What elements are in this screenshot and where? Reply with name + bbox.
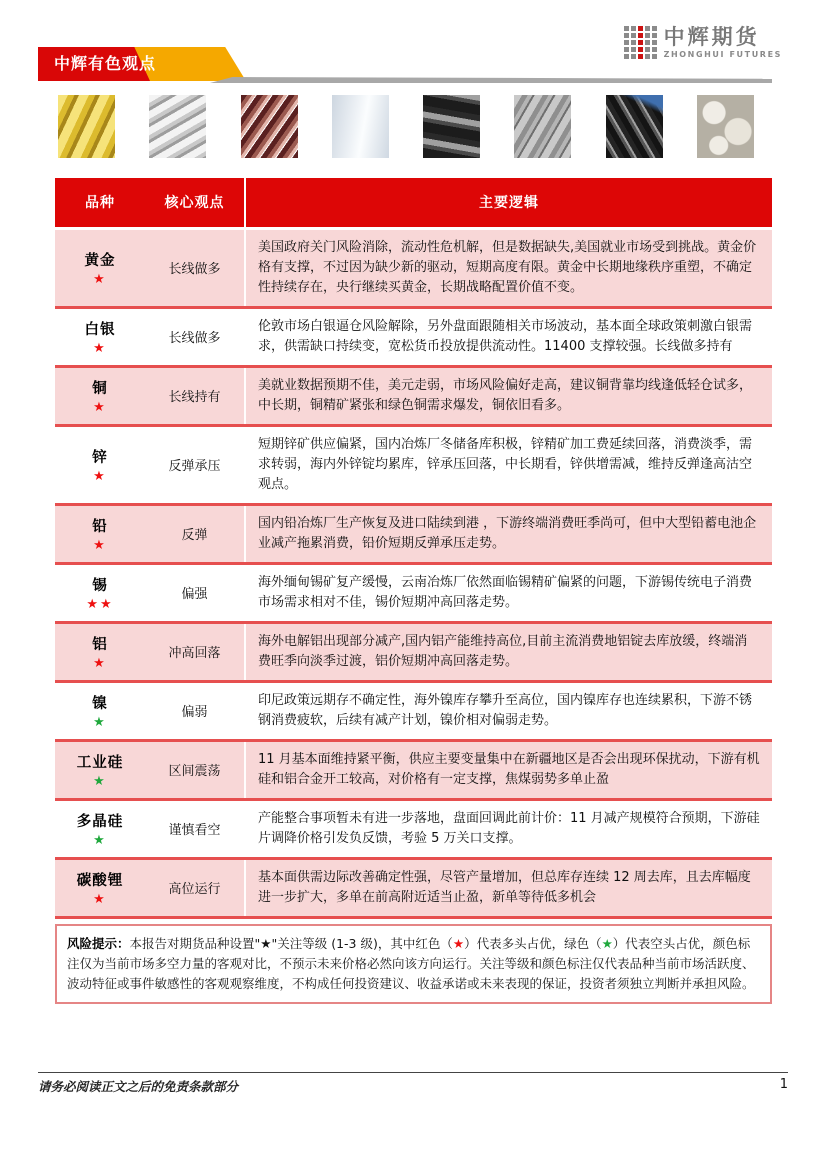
- table-row-silver: [55, 307, 772, 366]
- table-row-industrial-silicon: [55, 740, 772, 799]
- table-row-copper: [55, 366, 772, 425]
- core-view: 长线持有: [145, 366, 245, 425]
- commodity-views-table: [55, 178, 772, 919]
- main-logic: 海外电解铝出现部分减产,国内铝产能维持高位,目前主流消费地铝锭去库放缓，终端消费旺季向淡季过渡，铝价短期冲高回落走势。: [245, 622, 772, 681]
- table-row-polysilicon: [55, 799, 772, 858]
- table-row-gold: [55, 228, 772, 307]
- variety-name: 多晶硅: [76, 813, 124, 830]
- star-rating: ★: [93, 655, 107, 671]
- table-row-lead: [55, 504, 772, 563]
- table-row-aluminum: [55, 622, 772, 681]
- star-rating: ★: [93, 773, 107, 789]
- variety-name: 锌: [92, 449, 108, 466]
- star-rating: ★★: [86, 596, 114, 612]
- variety-name: 白银: [84, 321, 116, 338]
- footer-disclaimer: 请务必阅读正文之后的免责条款部分: [38, 1079, 239, 1094]
- main-logic: 11 月基本面维持紧平衡，供应主要变量集中在新疆地区是否会出现环保扰动，下游有机硅和铝合金开工较高，对价格有一定支撑，焦煤弱势多单止盈: [245, 740, 772, 799]
- variety-name: 镍: [92, 695, 108, 712]
- main-logic: 产能整合事项暂未有进一步落地，盘面回调此前计价：11 月减产规模符合预期，下游硅片调降价格引发负反馈，考验 5 万关口支撑。: [245, 799, 772, 858]
- main-logic: 伦敦市场白银逼仓风险解除，另外盘面跟随相关市场波动，基本面全球政策刺激白银需求，供需缺口持续变，宽松货币投放提供流动性。11400 支撑较强。长线做多持有: [245, 307, 772, 366]
- logo-grid-icon: [624, 26, 657, 59]
- ingot-stack-image: [423, 95, 480, 158]
- ore-chunks-image: [606, 95, 663, 158]
- variety-name: 铅: [92, 518, 108, 535]
- table-header-row: [55, 178, 772, 228]
- variety-name: 碳酸锂: [76, 872, 124, 889]
- main-logic: 短期锌矿供应偏紧，国内冶炼厂冬储备库积极，锌精矿加工费延续回落，消费淡季，需求转弱，海内外锌锭均累库，锌承压回落，中长期看，锌供增需减，维持反弹逢高沽空观点。: [245, 425, 772, 504]
- core-view: 长线做多: [145, 228, 245, 307]
- metal-bars-image: [514, 95, 571, 158]
- silicon-chunks-image: [697, 95, 754, 158]
- risk-disclaimer-box: [55, 924, 772, 1004]
- gold-bars-image: [58, 95, 115, 158]
- table-row-zinc: [55, 425, 772, 504]
- risk-text-1: 本报告对期货品种设置"★"关注等级 (1-3 级)，其中红色（: [129, 935, 453, 951]
- banner-divider-line: [210, 77, 772, 83]
- core-view: 谨慎看空: [145, 799, 245, 858]
- header-core-view: 核心观点: [145, 178, 245, 228]
- report-title: 中辉有色观点: [54, 54, 157, 73]
- green-star-icon: ★: [601, 935, 613, 951]
- star-rating: ★: [93, 271, 107, 287]
- variety-name: 锡: [92, 577, 108, 594]
- page-footer: [38, 1072, 788, 1095]
- aluminum-sheet-image: [332, 95, 389, 158]
- header-variety: 品种: [55, 178, 145, 228]
- views-table-section: [55, 178, 772, 1004]
- metal-images-strip: [58, 95, 754, 158]
- logo-text: [663, 24, 782, 59]
- header-main-logic: 主要逻辑: [245, 178, 772, 228]
- copper-wire-image: [241, 95, 298, 158]
- main-logic: 基本面供需边际改善确定性强，尽管产量增加，但总库存连续 12 周去库，且去库幅度进一步扩大，多单在前高附近适当止盈，新单等待低多机会: [245, 858, 772, 917]
- page-number: 1: [779, 1077, 788, 1092]
- variety-name: 铝: [92, 636, 108, 653]
- core-view: 反弹承压: [145, 425, 245, 504]
- main-logic: 美就业数据预期不佳，美元走弱，市场风险偏好走高，建议铜背靠均线逢低轻仓试多，中长期，铜精矿紧张和绿色铜需求爆发，铜依旧看多。: [245, 366, 772, 425]
- star-rating: ★: [93, 891, 107, 907]
- table-row-nickel: [55, 681, 772, 740]
- star-rating: ★: [93, 340, 107, 356]
- core-view: 反弹: [145, 504, 245, 563]
- main-logic: 海外缅甸锡矿复产缓慢，云南冶炼厂依然面临锡精矿偏紧的问题，下游锡传统电子消费市场需求相对不佳，锡价短期冲高回落走势。: [245, 563, 772, 622]
- table-row-tin: [55, 563, 772, 622]
- risk-label: 风险提示：: [67, 935, 130, 951]
- risk-text-3: ）代表空头占优，颜色标注仅为当前市场多空力量的客观对比，不预示未来价格必然向该方向运行。关注等级和颜色标注仅代表品种当前市场活跃度、波动特征或事件敏感性的客观观察维度，不构成任何投资建议、收益承诺或未来表现的保证，投资者须独立判断并承担风险。: [67, 935, 755, 991]
- main-logic: 美国政府关门风险消除，流动性危机解，但是数据缺失,美国就业市场受到挑战。黄金价格有支撑，不过因为缺少新的驱动，短期高度有限。黄金中长期地缘秩序重塑，不确定性持续存在，央行继续买黄金，长期战略配置价值不变。: [245, 228, 772, 307]
- variety-name: 黄金: [84, 252, 116, 269]
- logo-name-cn: 中辉期货: [663, 24, 760, 49]
- core-view: 区间震荡: [145, 740, 245, 799]
- variety-name: 工业硅: [76, 754, 124, 771]
- logo-name-en: ZHONGHUI FUTURES: [663, 49, 782, 59]
- core-view: 高位运行: [145, 858, 245, 917]
- risk-text-2: ）代表多头占优，绿色（: [464, 935, 602, 951]
- core-view: 长线做多: [145, 307, 245, 366]
- star-rating: ★: [93, 537, 107, 553]
- table-row-lithium-carbonate: [55, 858, 772, 917]
- company-logo: [624, 26, 782, 59]
- core-view: 冲高回落: [145, 622, 245, 681]
- star-rating: ★: [93, 468, 107, 484]
- main-logic: 国内铅冶炼厂生产恢复及进口陆续到港 ，下游终端消费旺季尚可，但中大型铅蓄电池企业减产拖累消费，铅价短期反弹承压走势。: [245, 504, 772, 563]
- star-rating: ★: [93, 714, 107, 730]
- silver-ingots-image: [149, 95, 206, 158]
- main-logic: 印尼政策远期存不确定性，海外镍库存攀升至高位，国内镍库存也连续累积，下游不锈钢消费疲软，后续有减产计划，镍价相对偏弱走势。: [245, 681, 772, 740]
- star-rating: ★: [93, 832, 107, 848]
- variety-name: 铜: [92, 380, 108, 397]
- red-star-icon: ★: [452, 935, 465, 951]
- core-view: 偏弱: [145, 681, 245, 740]
- core-view: 偏强: [145, 563, 245, 622]
- star-rating: ★: [93, 399, 107, 415]
